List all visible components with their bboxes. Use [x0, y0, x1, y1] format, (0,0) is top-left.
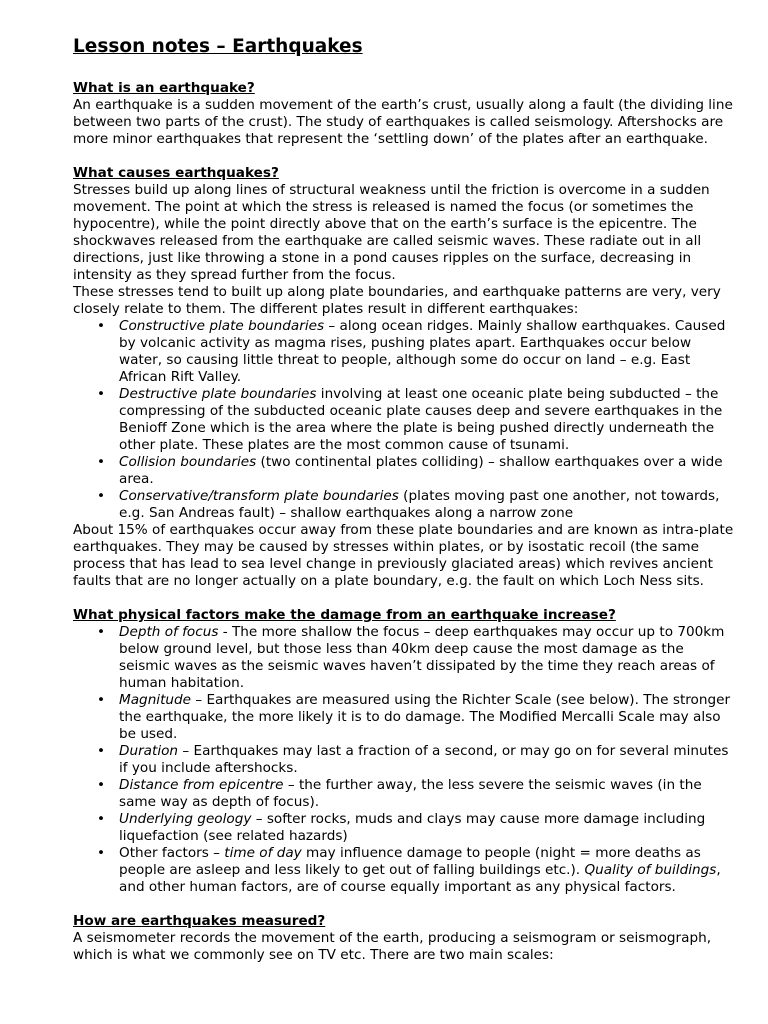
text-duration: – Earthquakes may last a fraction of a second, or may go on for several minutes if you include aftershocks. — [119, 743, 729, 776]
list-item-magnitude — [119, 692, 735, 743]
list-item-geology — [119, 811, 735, 845]
list-item-collision — [119, 454, 735, 488]
plate-boundary-list — [73, 318, 735, 522]
document-body — [73, 36, 735, 964]
text-other-tail: , and other human factors, are of course equally important as any physical factors. — [119, 862, 721, 895]
heading-measured: How are earthquakes measured? — [73, 913, 326, 929]
term-quality-of-buildings: Quality of buildings — [584, 862, 717, 878]
term-collision: Collision boundaries — [119, 454, 257, 470]
term-conservative: Conservative/transform plate boundaries — [119, 488, 399, 504]
text-collision: (two continental plates colliding) – shallow earthquakes over a wide area. — [119, 454, 723, 487]
text-geology: – softer rocks, muds and clays may cause more damage including liquefaction (see related hazards) — [119, 811, 706, 844]
text-distance: – the further away, the less severe the seismic waves (in the same way as depth of focus). — [119, 777, 702, 810]
page-title: Lesson notes – Earthquakes — [73, 36, 363, 57]
term-distance: Distance from epicentre — [119, 777, 284, 793]
term-geology: Underlying geology — [119, 811, 252, 827]
heading-causes: What causes earthquakes? — [73, 165, 279, 181]
text-magnitude: – Earthquakes are measured using the Richter Scale (see below). The stronger the earthquake, the more likely it is to do damage. The Modified Mercalli Scale may also be used. — [119, 692, 731, 742]
list-item-conservative — [119, 488, 735, 522]
paragraph-causes-3: About 15% of earthquakes occur away from these plate boundaries and are known as intra-plate earthquakes. They may be caused by stresses within plates, or by isostatic recoil (the same process that has lead to sea level change in previously glaciated areas) which revives ancient faults that are no longer actually on a plate boundary, e.g. the fault on which Loch Ness sits. — [73, 522, 734, 589]
list-item-depth — [119, 624, 735, 692]
text-depth: - The more shallow the focus – deep earthquakes may occur up to 700km below ground level, but those less than 40km deep cause the most damage as the seismic waves as the seismic waves haven’t dissipated by the time they reach areas of human habitation. — [119, 624, 725, 691]
term-duration: Duration — [119, 743, 179, 759]
text-other-lead: Other factors – — [119, 845, 225, 861]
list-item-destructive — [119, 386, 735, 454]
text-constructive: – along ocean ridges. Mainly shallow earthquakes. Caused by volcanic activity as magma rises, pushing plates apart. Earthquakes occur below water, so causing little threat to people, although some do occur on land – e.g. East African Rift Valley. — [119, 318, 726, 385]
heading-factors: What physical factors make the damage from an earthquake increase? — [73, 607, 616, 623]
paragraph-causes-2: These stresses tend to built up along plate boundaries, and earthquake patterns are very, very closely relate to them. The different plates result in different earthquakes: — [73, 284, 721, 317]
term-magnitude: Magnitude — [119, 692, 192, 708]
term-constructive: Constructive plate boundaries — [119, 318, 325, 334]
paragraph-causes-1: Stresses build up along lines of structural weakness until the friction is overcome in a sudden movement. The point at which the stress is released is named the focus (or sometimes the hypocentre), while the point directly above that on the earth’s surface is the epicentre. The shockwaves released from the earthquake are called seismic waves. These radiate out in all directions, just like throwing a stone in a pond causes ripples on the surface, decreasing in intensity as they spread further from the focus. — [73, 182, 710, 283]
list-item-other-factors — [119, 845, 735, 896]
term-time-of-day: time of day — [224, 845, 302, 861]
list-item-duration — [119, 743, 735, 777]
term-depth: Depth of focus — [119, 624, 219, 640]
text-conservative: (plates moving past one another, not towards, e.g. San Andreas fault) – shallow earthquakes along a narrow zone — [119, 488, 720, 521]
list-item-distance — [119, 777, 735, 811]
term-destructive: Destructive plate boundaries — [119, 386, 317, 402]
text-destructive: involving at least one oceanic plate being subducted – the compressing of the subducted oceanic plate causes deep and severe earthquakes in the Benioff Zone which is the area where the plate is being pushed directly underneath the other plate. These plates are the most common cause of tsunami. — [119, 386, 723, 453]
paragraph-what-is-earthquake: An earthquake is a sudden movement of the earth’s crust, usually along a fault (the dividing line between two parts of the crust). The study of earthquakes is called seismology. Aftershocks are more minor earthquakes that represent the ‘settling down’ of the plates after an earthquake. — [73, 97, 733, 147]
list-item-constructive — [119, 318, 735, 386]
text-other-mid: may influence damage to people (night = more deaths as people are asleep and less likely to get out of falling buildings etc.). — [119, 845, 701, 878]
heading-what-is-earthquake: What is an earthquake? — [73, 80, 255, 96]
paragraph-measured: A seismometer records the movement of the earth, producing a seismogram or seismograph, which is what we commonly see on TV etc. There are two main scales: — [73, 930, 712, 963]
damage-factors-list — [73, 624, 735, 896]
